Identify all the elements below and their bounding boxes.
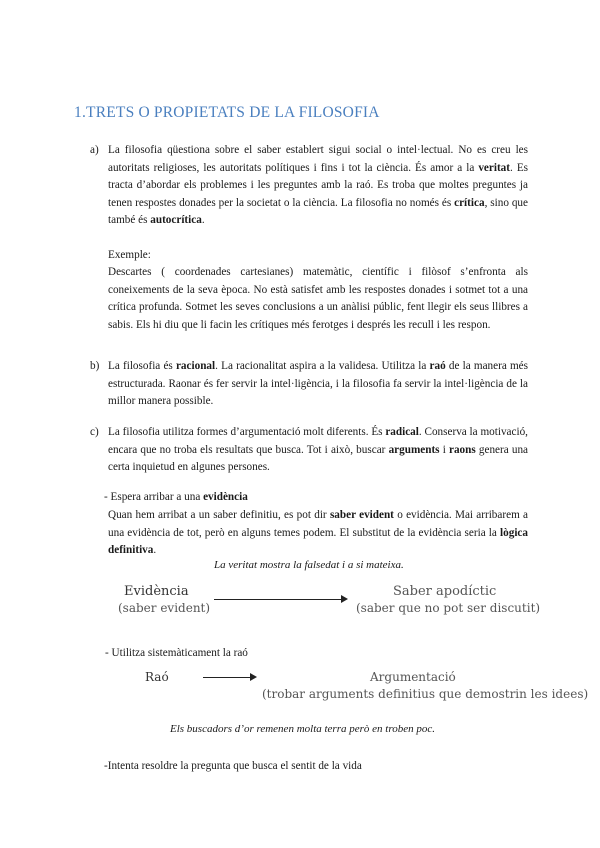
bold-term: crítica [454, 196, 485, 209]
text-run: i [439, 443, 449, 456]
item-b-text [108, 358, 528, 411]
text-run: . [153, 544, 157, 556]
reason-term: Raó [145, 670, 169, 684]
text-run: La filosofia qüestiona sobre el saber establert sigui social o intel·lectual. No es creu les autoritats religioses, les autoritats polítiques i fins i tot la ciència. És amor a la [108, 144, 528, 174]
apodictic-subterm: (saber que no pot ser discutit) [356, 601, 541, 615]
text-run: Quan hem arribat a un saber definitiu, es pot dir [108, 509, 330, 521]
bold-term: saber evident [329, 509, 394, 521]
bold-term: raons [448, 443, 476, 456]
item-marker: c) [90, 426, 99, 438]
example-label: Exemple: [108, 248, 151, 261]
evidence-paragraph [108, 507, 528, 560]
arrow-right-icon [250, 673, 257, 681]
text-run: La filosofia és [108, 360, 176, 372]
list-item-b [90, 358, 528, 411]
bold-term: racional [175, 360, 216, 372]
evidence-subterm: (saber evident) [118, 601, 211, 615]
evidence-quote: La veritat mostra la falsedat i a si mateixa. [214, 559, 404, 571]
list-item-c [90, 424, 528, 477]
example-text: Descartes ( coordenades cartesianes) matemàtic, científic i filòsof s’enfronta als coneixements de la seva època. No està satisfet amb les respostes donades i sotmet tot a una crítica profunda. Sotmet les seves conclusions a un anàlisi públic, fent llegir els seus llibres a sabis. Els hi diu que li facin les crítiques més ferotges i després les recull i les respon. [108, 266, 528, 331]
bold-term: lògica definitiva [108, 526, 528, 556]
text-run: . Conserva la motivació, encara que no troba els resultats que busca. Tot i això, buscar [108, 426, 528, 456]
arrow-right-icon [341, 595, 348, 603]
text-run: . [201, 214, 205, 226]
text-run: o evidència. Mai arribarem a una evidència de tot, però en alguns temes podem. El substitut de la evidència seria la [108, 509, 529, 539]
last-line: -Intenta resoldre la pregunta que busca el sentit de la vida [104, 760, 362, 772]
bold-term: veritat [478, 161, 510, 174]
text-run: . Es tracta d’abordar els problemes i les preguntes amb la raó. Es troba que moltes preguntes ja tenen respostes donades per la societat o la ciència. La filosofia no només és [108, 161, 529, 209]
list-item-a [90, 142, 528, 334]
argumentation-term: Argumentació [370, 670, 456, 684]
bold-term: raó [429, 360, 446, 372]
item-c-text [108, 424, 528, 477]
evidence-term: Evidència [124, 584, 189, 599]
item-marker: b) [90, 360, 100, 372]
evidence-line [104, 491, 248, 503]
item-marker: a) [90, 144, 99, 156]
bold-term: arguments [388, 443, 440, 456]
item-a-text [108, 142, 528, 334]
reason-quote: Els buscadors d’or remenen molta terra però en troben poc. [170, 723, 435, 735]
apodictic-term: Saber apodíctic [393, 584, 497, 599]
text-run: de la manera més estructurada. Raonar és fer servir la intel·ligència, i la filosofia fa servir la intel·ligència de la millor manera possible. [108, 360, 528, 407]
reason-line: - Utilitza sistemàticament la raó [105, 647, 248, 659]
bold-term: autocrítica [150, 214, 202, 226]
bold-term: radical [385, 426, 419, 438]
arrow-line [214, 599, 342, 600]
text-run: - Espera arribar a una [104, 491, 204, 503]
text-run: La filosofia utilitza formes d’argumentació molt diferents. És [108, 426, 386, 438]
text-run: . La racionalitat aspira a la validesa. Utilitza la [215, 360, 430, 372]
text-run: , sino que també és [108, 196, 528, 226]
bold-term: evidència [203, 491, 248, 503]
text-run: genera una certa inquietud en algunes persones. [108, 443, 529, 473]
argumentation-subterm: (trobar arguments definitius que demostrin les idees) [262, 687, 589, 701]
section-heading: 1.TRETS O PROPIETATS DE LA FILOSOFIA [74, 104, 380, 121]
arrow-line [203, 677, 251, 678]
